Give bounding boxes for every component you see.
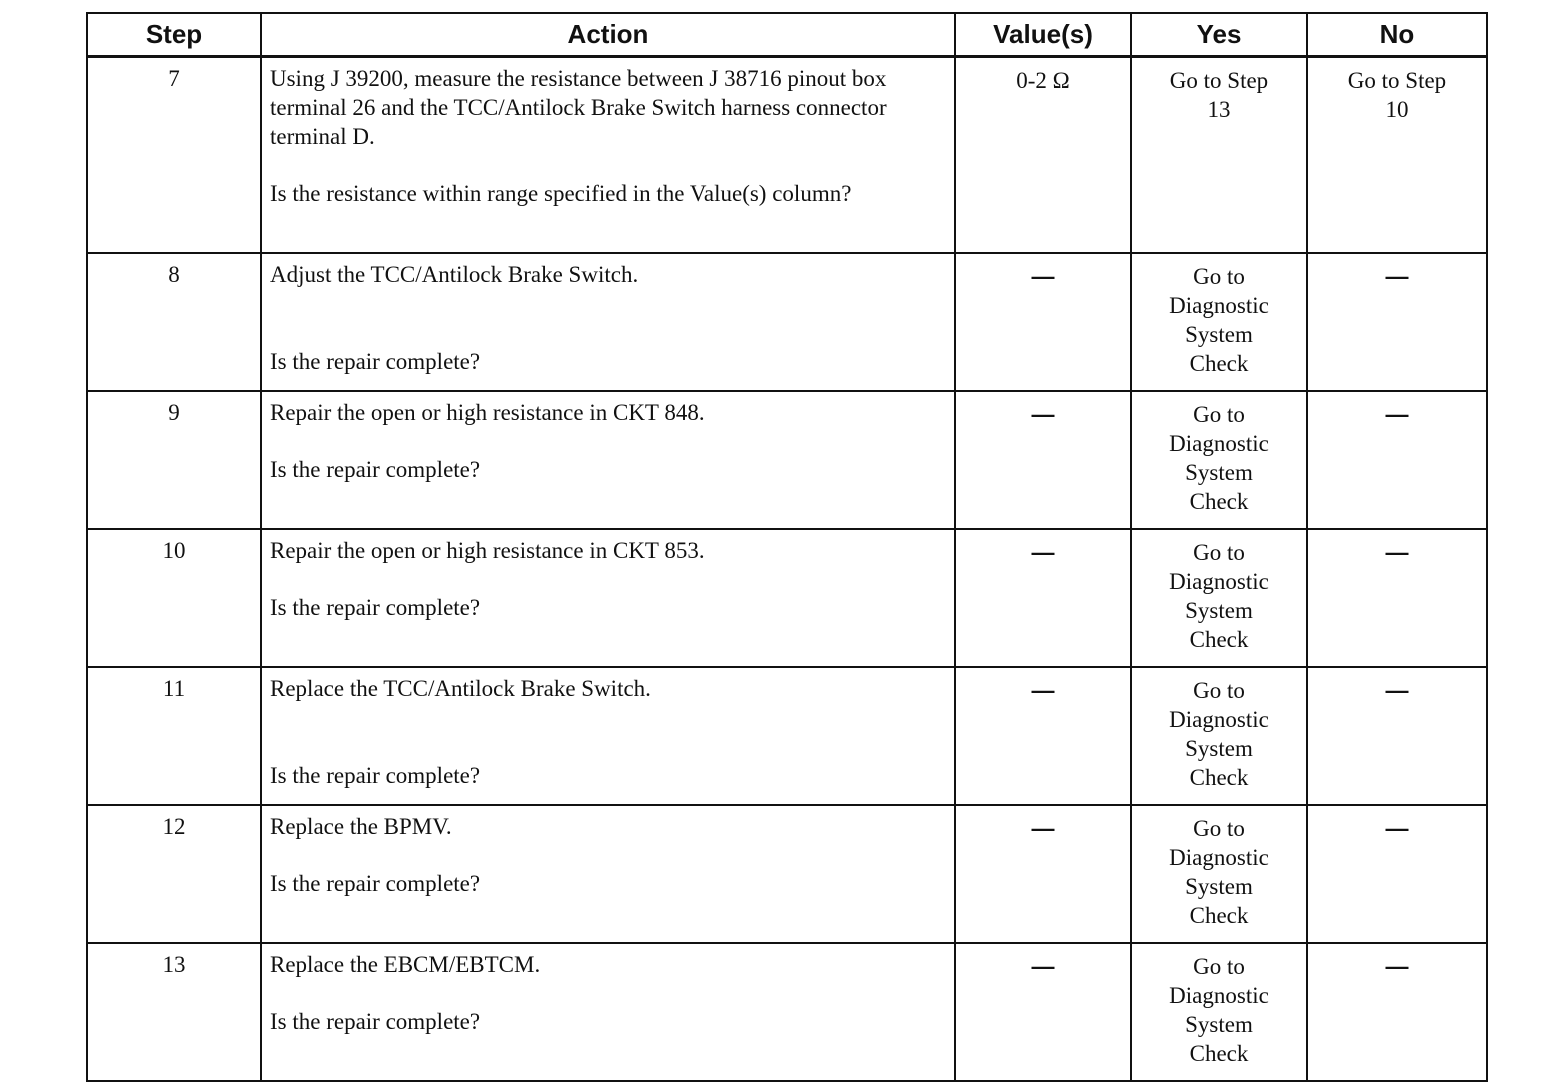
value-cell [955, 667, 1131, 805]
value-text: — [1031, 953, 1055, 979]
action-cell [261, 57, 955, 254]
header-no: No [1307, 13, 1487, 57]
yes-text: Go to Diagnostic System Check [1169, 402, 1269, 514]
table-row [87, 57, 1487, 254]
action-cell [261, 943, 955, 1081]
step-number: 8 [87, 253, 261, 391]
table-row [87, 391, 1487, 529]
action-question: Is the repair complete? [270, 595, 481, 620]
step-number: 12 [87, 805, 261, 943]
no-text: Go to Step 10 [1347, 68, 1447, 122]
action-text: Replace the TCC/Antilock Brake Switch. [270, 676, 651, 701]
yes-cell [1131, 529, 1307, 667]
step-number: 7 [87, 57, 261, 254]
action-cell [261, 667, 955, 805]
value-cell [955, 57, 1131, 254]
yes-cell [1131, 943, 1307, 1081]
yes-cell [1131, 805, 1307, 943]
action-question: Is the repair complete? [270, 349, 481, 374]
value-text: — [1031, 815, 1055, 841]
header-yes: Yes [1131, 13, 1307, 57]
action-text: Replace the EBCM/EBTCM. [270, 952, 541, 977]
action-question: Is the repair complete? [270, 763, 481, 788]
value-text: — [1031, 539, 1055, 565]
no-cell [1307, 805, 1487, 943]
value-text: — [1031, 263, 1055, 289]
header-row [87, 13, 1487, 57]
action-text: Replace the BPMV. [270, 814, 452, 839]
value-text: — [1031, 401, 1055, 427]
no-cell [1307, 943, 1487, 1081]
yes-cell [1131, 57, 1307, 254]
table-row [87, 805, 1487, 943]
value-text: 0-2 Ω [1016, 68, 1070, 93]
no-text: — [1385, 815, 1409, 841]
value-text: — [1031, 677, 1055, 703]
no-text: — [1385, 263, 1409, 289]
action-question: Is the repair complete? [270, 1009, 481, 1034]
header-step: Step [87, 13, 261, 57]
yes-text: Go to Diagnostic System Check [1169, 816, 1269, 928]
yes-text: Go to Diagnostic System Check [1169, 540, 1269, 652]
value-cell [955, 805, 1131, 943]
action-cell [261, 805, 955, 943]
no-text: — [1385, 677, 1409, 703]
no-text: — [1385, 953, 1409, 979]
yes-cell [1131, 667, 1307, 805]
value-cell [955, 391, 1131, 529]
yes-text: Go to Diagnostic System Check [1169, 264, 1269, 376]
yes-text: Go to Diagnostic System Check [1169, 678, 1269, 790]
step-number: 13 [87, 943, 261, 1081]
value-cell [955, 943, 1131, 1081]
action-text: Repair the open or high resistance in CKT 848. [270, 400, 705, 425]
table-row [87, 529, 1487, 667]
no-cell [1307, 57, 1487, 254]
step-number: 11 [87, 667, 261, 805]
value-cell [955, 529, 1131, 667]
step-number: 10 [87, 529, 261, 667]
table-row [87, 253, 1487, 391]
table-row [87, 667, 1487, 805]
yes-text: Go to Diagnostic System Check [1169, 954, 1269, 1066]
action-text: Repair the open or high resistance in CKT 853. [270, 538, 705, 563]
yes-text: Go to Step 13 [1169, 68, 1269, 122]
action-text: Adjust the TCC/Antilock Brake Switch. [270, 262, 639, 287]
action-question: Is the repair complete? [270, 457, 481, 482]
no-cell [1307, 529, 1487, 667]
action-cell [261, 391, 955, 529]
step-number: 9 [87, 391, 261, 529]
diagnostic-table [86, 12, 1488, 1082]
no-cell [1307, 253, 1487, 391]
header-values: Value(s) [955, 13, 1131, 57]
action-question: Is the resistance within range specified in the Value(s) column? [270, 181, 852, 206]
value-cell [955, 253, 1131, 391]
table-row [87, 943, 1487, 1081]
action-cell [261, 529, 955, 667]
yes-cell [1131, 391, 1307, 529]
no-text: — [1385, 539, 1409, 565]
yes-cell [1131, 253, 1307, 391]
no-cell [1307, 391, 1487, 529]
action-question: Is the repair complete? [270, 871, 481, 896]
no-cell [1307, 667, 1487, 805]
action-text: Using J 39200, measure the resistance between J 38716 pinout box terminal 26 and the TCC/Antilock Brake Switch harness connector terminal D. [270, 66, 887, 149]
no-text: — [1385, 401, 1409, 427]
header-action: Action [261, 13, 955, 57]
action-cell [261, 253, 955, 391]
